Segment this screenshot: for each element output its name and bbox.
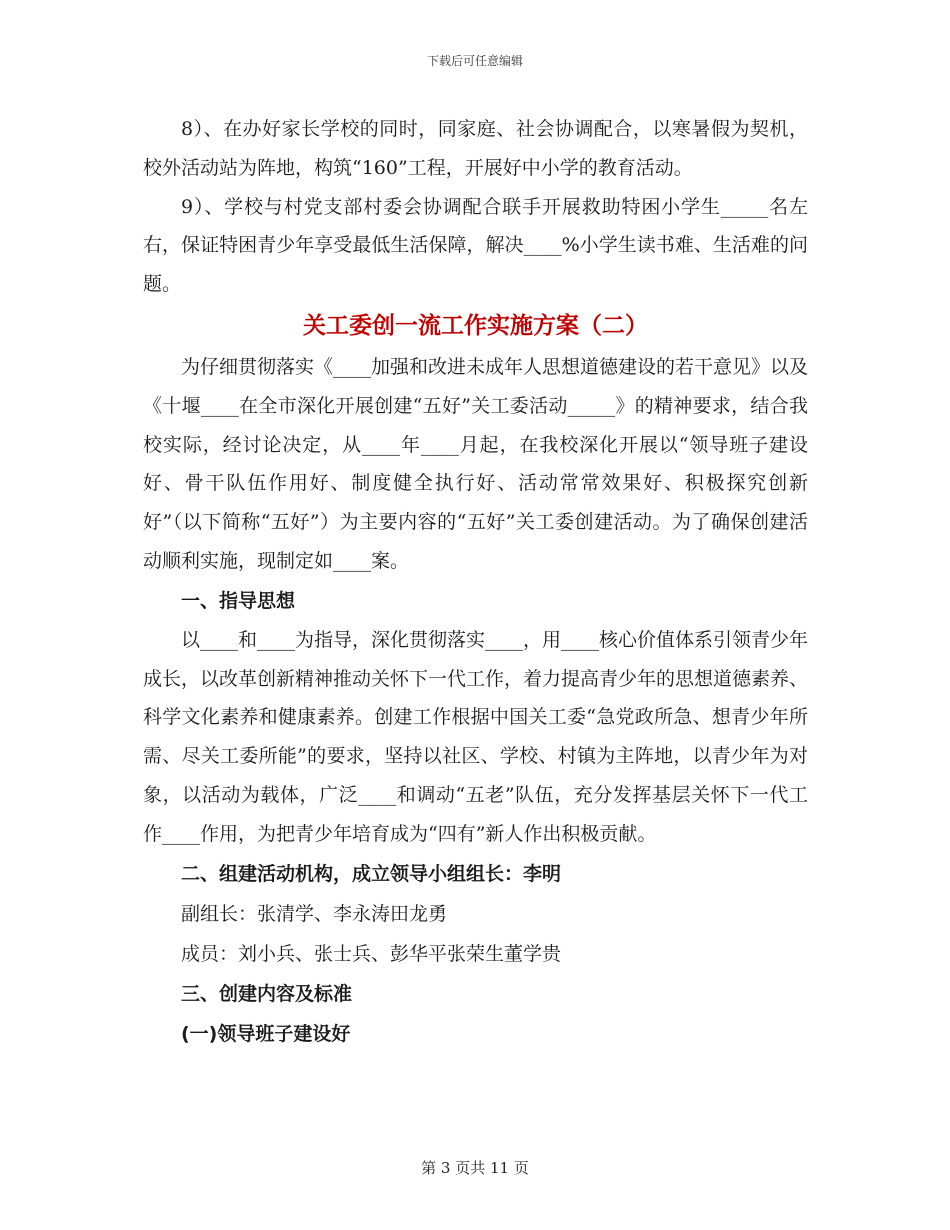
section-heading-content-standards: 三、创建内容及标准 [181, 982, 353, 1005]
paragraph-item-9: 9）、学校与村党支部村委会协调配合联手开展救助特困小学生_____名左右，保证特困青少年享受最低生活保障，解决____%小学生读书难、生活难的问题。 [143, 195, 808, 296]
members-line: 成员：刘小兵、张士兵、彭华平张荣生董学贵 [181, 942, 562, 965]
document-title: 关工委创一流工作实施方案（二） [303, 312, 648, 339]
section-heading-guiding-ideology: 一、指导思想 [181, 589, 296, 612]
guiding-ideology-paragraph: 以____和____为指导，深化贯彻落实____，用____核心价值体系引领青少年成长，以改革创新精神推动关怀下一代工作，着力提高青少年的思想道德素养、科学文化素养和健康素养。创建工作根据中国关工委“急党政所急、想青少年所需、尽关工委所能”的要求，坚持以社区、学校、村镇为主阵地，以青少年为对象，以活动为载体，广泛____和调动“五老”队伍，充分发挥基层关怀下一代工作____作用，为把青少年培育成为“四有”新人作出积极贡献。 [143, 628, 809, 845]
section-heading-organization: 二、组建活动机构，成立领导小组组长：李明 [181, 862, 562, 885]
subsection-heading-leadership: (一)领导班子建设好 [181, 1022, 351, 1045]
vice-leader-line: 副组长：张清学、李永涛田龙勇 [181, 902, 448, 925]
intro-paragraph: 为仔细贯彻落实《____加强和改进未成年人思想道德建设的若干意见》以及《十堰____在全市深化开展创建“五好”关工委活动_____》的精神要求，结合我校实际，经讨论决定，从____年____月起，在我校深化开展以“领导班子建设好、骨干队伍作用好、制度健全执行好、活动常常效果好、积极探究创新好”（以下简称“五好”）为主要内容的“五好”关工委创建活动。为了确保创建活动顺利实施，现制定如____案。 [143, 355, 809, 572]
page-header: 下载后可任意编辑 [426, 54, 523, 68]
paragraph-item-8: 8）、在办好家长学校的同时，同家庭、社会协调配合，以寒暑假为契机，校外活动站为阵地，构筑“160”工程，开展好中小学的教育活动。 [143, 118, 808, 179]
page-footer: 第 3 页共 11 页 [421, 1159, 529, 1177]
document-body [143, 110, 808, 1054]
